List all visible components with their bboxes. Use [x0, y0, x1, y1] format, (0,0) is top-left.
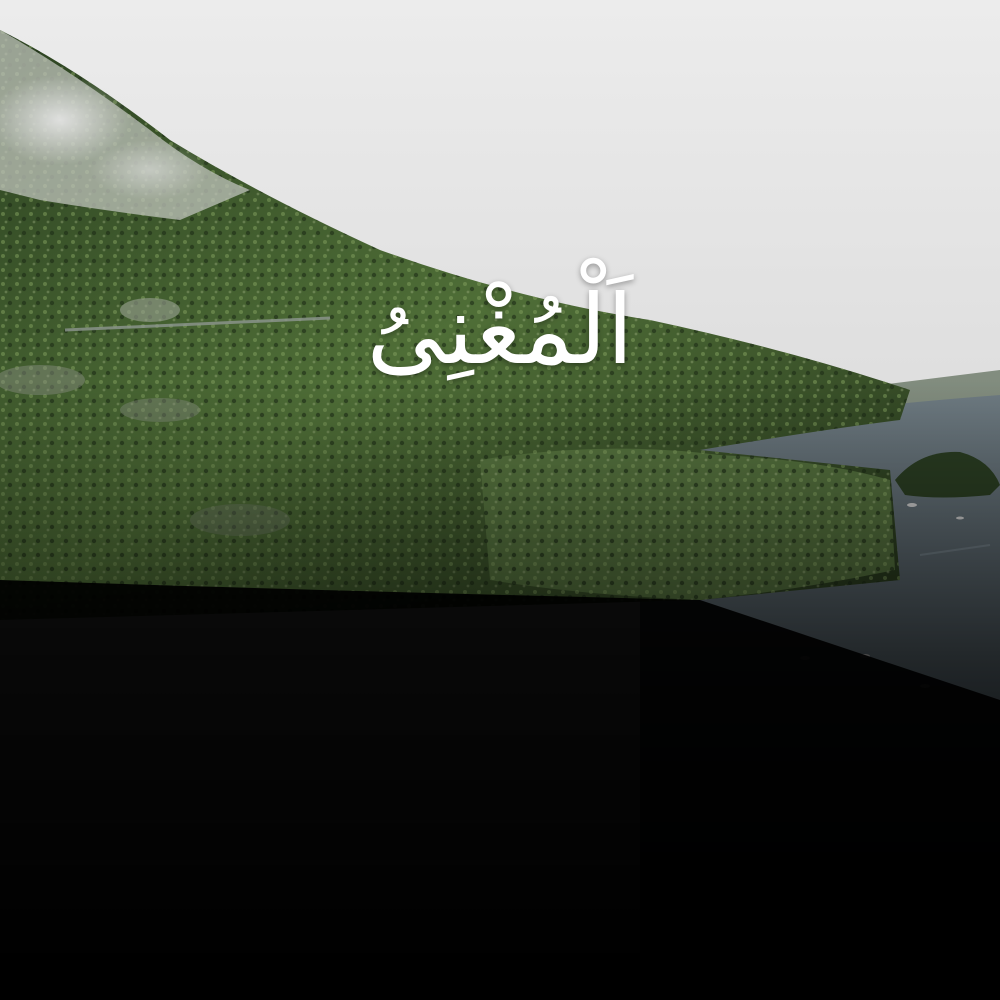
arabic-title: اَلْمُغْنِىُ — [366, 274, 634, 386]
snow-patch — [90, 140, 210, 200]
rock-patch — [120, 298, 180, 322]
